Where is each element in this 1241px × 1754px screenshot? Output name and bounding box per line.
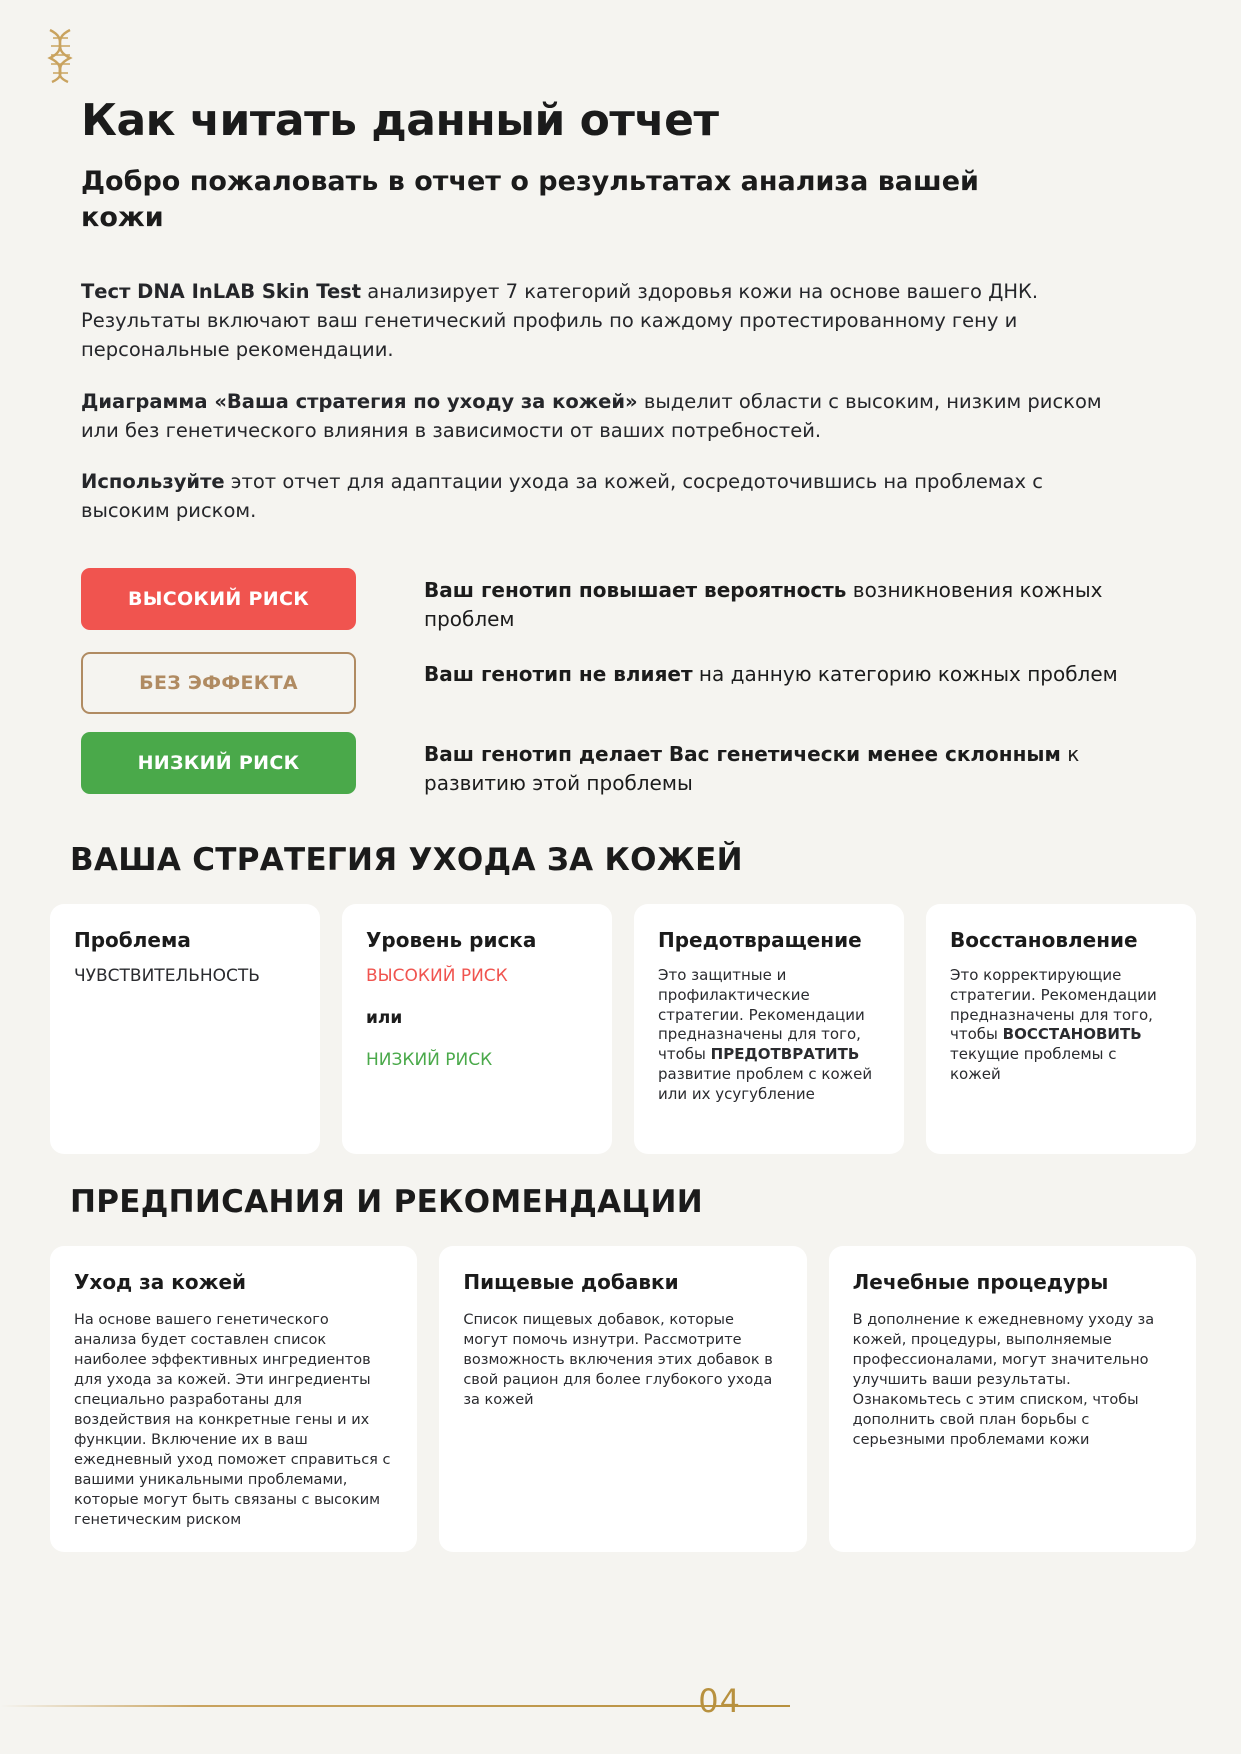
badge-high-risk: ВЫСОКИЙ РИСК (81, 568, 356, 630)
legend-row-high-risk (81, 568, 1196, 634)
page-number: 04 (698, 1682, 741, 1720)
footer-divider (0, 1705, 790, 1707)
rec-card-supplements-title: Пищевые добавки (463, 1269, 679, 1294)
intro-text (45, 277, 1106, 526)
strategy-risk-high-label: ВЫСОКИЙ РИСК (366, 965, 508, 986)
legend-text-no-effect (424, 652, 1118, 689)
intro-p2-rest: выделит области с высоким, низким риском или без генетического влияния в зависимости от ваших потребностей. (81, 389, 1102, 442)
rec-card-skincare (50, 1246, 417, 1552)
dna-helix-logo (40, 28, 80, 84)
prevention-body-a: Это защитные и профилактические стратегии. Рекомендации предназначены для того, чтобы (658, 965, 865, 1064)
restoration-body-c: текущие проблемы с кожей (950, 1045, 1117, 1084)
legend-text-high-risk-rest: возникновения кожных проблем (424, 577, 1103, 631)
legend-text-high-risk (424, 568, 1144, 634)
strategy-card-problem-title: Проблема (74, 927, 191, 952)
strategy-card-problem-value: ЧУВСТВИТЕЛЬНОСТЬ (74, 965, 260, 986)
recommendations-section-title: ПРЕДПИСАНИЯ И РЕКОМЕНДАЦИИ (70, 1183, 703, 1220)
recommendations-section (45, 1184, 1196, 1552)
strategy-cards (45, 904, 1196, 1154)
rec-card-skincare-body: На основе вашего генетического анализа будет составлен список наиболее эффективных ингредиентов для ухода за кожей. Эти ингредиенты специально разработаны для воздействия на конкретные гены и их функции. Включение их в ваш ежедневный уход поможет справиться с вашими уникальными проблемами, которые могут быть связаны с высоким генетическим риском (74, 1311, 391, 1528)
prevention-body-emph: ПРЕДОТВРАТИТЬ (710, 1045, 860, 1064)
rec-card-treatments (829, 1246, 1196, 1552)
legend-text-no-effect-bold: Ваш генотип не влияет (424, 661, 693, 686)
strategy-risk-low-label: НИЗКИЙ РИСК (366, 1049, 493, 1070)
rec-card-supplements (439, 1246, 806, 1552)
restoration-body-emph: ВОССТАНОВИТЬ (1002, 1025, 1142, 1044)
rec-card-skincare-title: Уход за кожей (74, 1269, 247, 1294)
legend-row-no-effect (81, 652, 1196, 714)
intro-paragraph-2 (81, 387, 1106, 446)
legend-row-low-risk (81, 732, 1196, 798)
rec-card-treatments-body: В дополнение к ежедневному уходу за кожей, процедуры, выполняемые профессионалами, могут значительно улучшить ваши результаты. Ознакомьтесь с этим списком, чтобы дополнить свой план борьбы с серьезными проблемами кожи (852, 1311, 1155, 1448)
legend-text-low-risk (424, 732, 1144, 798)
strategy-card-restoration (926, 904, 1196, 1154)
strategy-section-title: ВАША СТРАТЕГИЯ УХОДА ЗА КОЖЕЙ (70, 841, 743, 878)
page-subtitle: Добро пожаловать в отчет о результатах анализа вашей кожи (81, 166, 979, 234)
legend-text-high-risk-bold: Ваш генотип повышает вероятность (424, 577, 847, 602)
intro-p1-rest: анализирует 7 категорий здоровья кожи на основе вашего ДНК. Результаты включают ваш генетический профиль по каждому протестированному гену и персональные рекомендации. (81, 279, 1039, 362)
rec-card-treatments-title: Лечебные процедуры (852, 1269, 1109, 1294)
intro-p2-bold: Диаграмма «Ваша стратегия по уходу за кожей» (81, 389, 638, 413)
strategy-card-restoration-body (950, 966, 1172, 1086)
strategy-risk-or: или (366, 1007, 403, 1028)
page-title: Как читать данный отчет (81, 95, 719, 146)
recommendation-cards (45, 1246, 1196, 1552)
intro-p1-bold: Тест DNA InLAB Skin Test (81, 279, 362, 303)
strategy-card-prevention (634, 904, 904, 1154)
intro-paragraph-1 (81, 277, 1106, 365)
strategy-card-prevention-body (658, 966, 880, 1106)
strategy-card-prevention-title: Предотвращение (658, 927, 862, 952)
risk-legend (45, 568, 1196, 798)
intro-p3-bold: Используйте (81, 470, 225, 494)
legend-text-low-risk-bold: Ваш генотип делает Вас генетически менее склонным (424, 741, 1061, 766)
prevention-body-c: развитие проблем с кожей или их усугубление (658, 1065, 873, 1104)
rec-card-supplements-body: Список пищевых добавок, которые могут помочь изнутри. Рассмотрите возможность включения этих добавок в свой рацион для более глубокого ухода за кожей (463, 1311, 773, 1408)
strategy-card-risk-title: Уровень риска (366, 927, 537, 952)
badge-no-effect: БЕЗ ЭФФЕКТА (81, 652, 356, 714)
intro-p3-rest: этот отчет для адаптации ухода за кожей, сосредоточившись на проблемах с высоким риском. (81, 470, 1043, 523)
strategy-card-problem (50, 904, 320, 1154)
strategy-section (45, 842, 1196, 1154)
badge-low-risk: НИЗКИЙ РИСК (81, 732, 356, 794)
restoration-body-a: Это корректирующие стратегии. Рекомендации предназначены для того, чтобы (950, 965, 1157, 1044)
legend-text-low-risk-rest: к развитию этой проблемы (424, 741, 1080, 795)
strategy-card-risk-level (342, 904, 612, 1154)
page-footer (0, 1680, 1241, 1720)
intro-paragraph-3 (81, 467, 1106, 526)
legend-text-no-effect-rest: на данную категорию кожных проблем (692, 661, 1118, 686)
strategy-card-restoration-title: Восстановление (950, 927, 1138, 952)
